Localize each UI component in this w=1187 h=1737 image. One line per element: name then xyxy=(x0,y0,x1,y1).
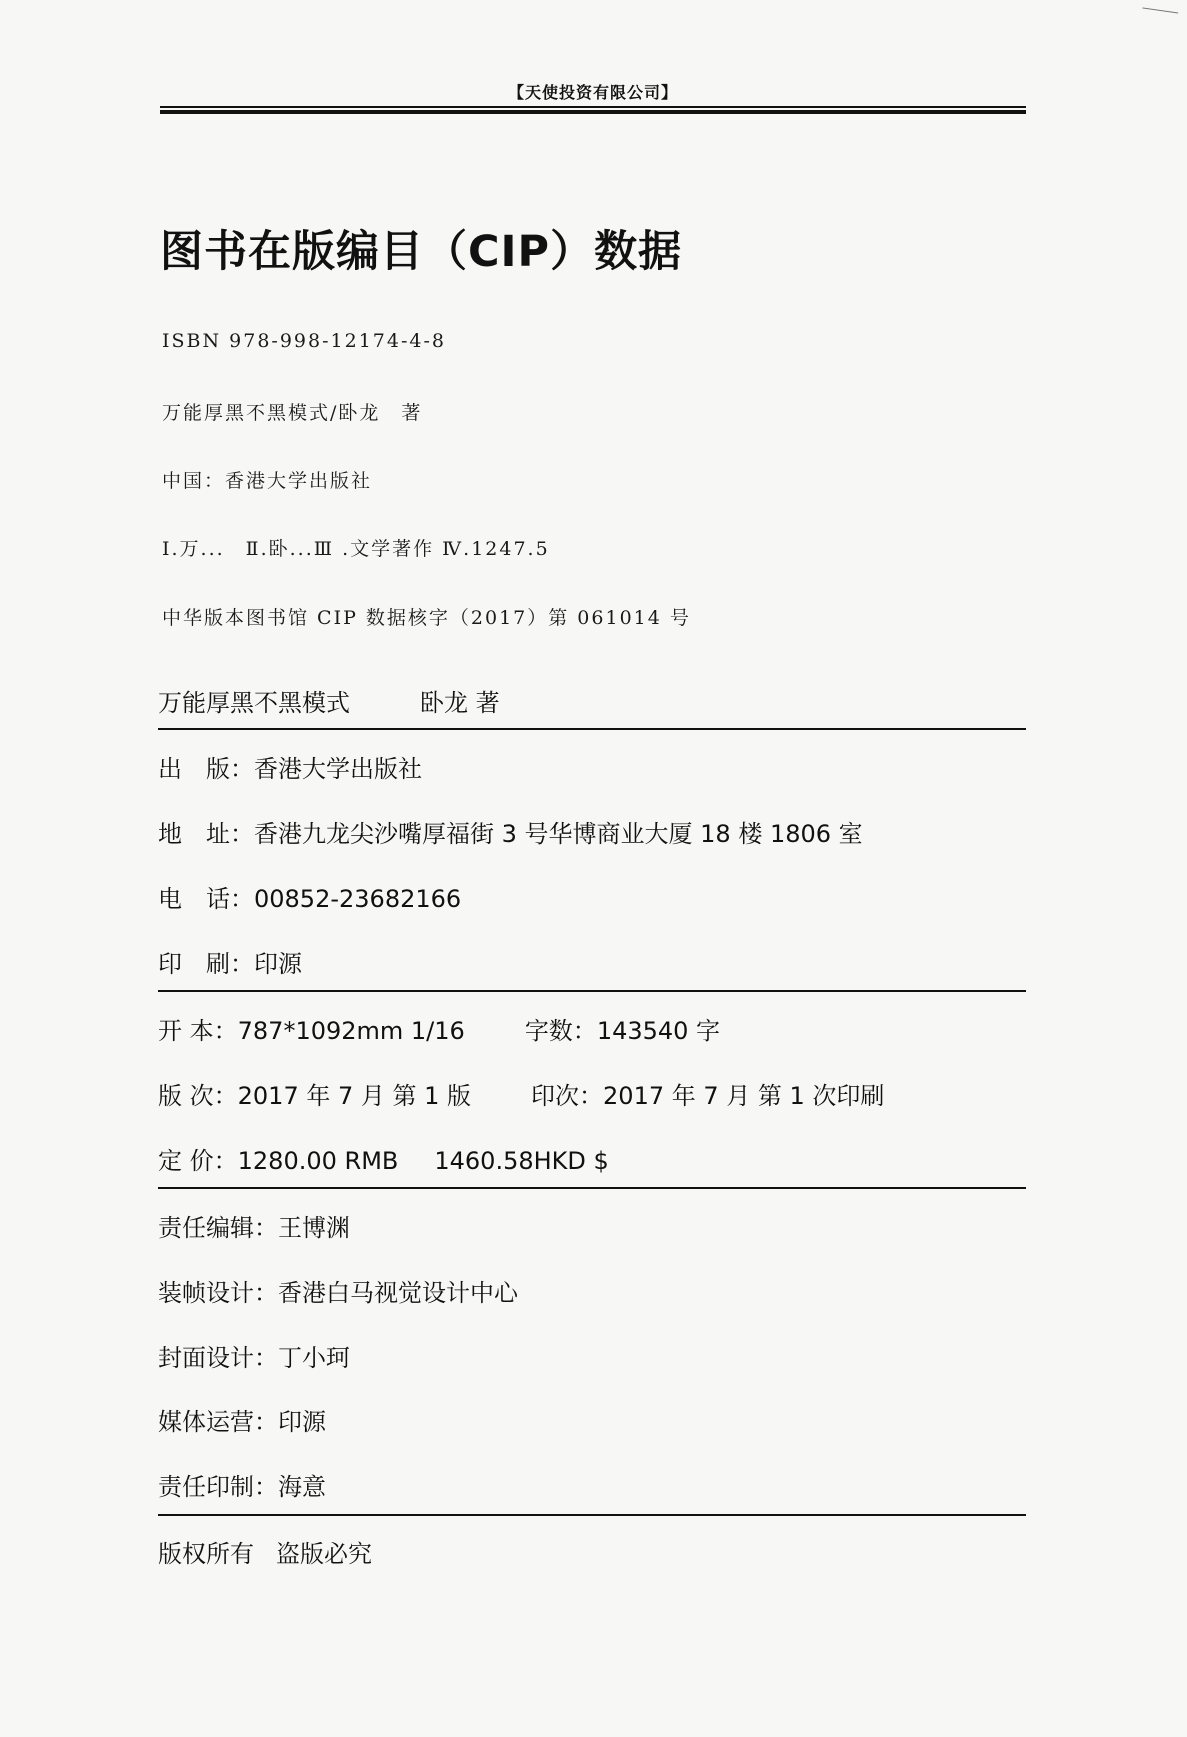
wordcount-label: 字数： xyxy=(524,1017,597,1045)
media-label: 媒体运营： xyxy=(158,1408,278,1436)
print-manager-line xyxy=(158,1467,326,1502)
book-author: 卧龙 著 xyxy=(420,689,500,717)
cip-classification: Ⅰ.万... Ⅱ.卧...Ⅲ .文学著作 Ⅳ.1247.5 xyxy=(162,538,550,560)
cover-line xyxy=(158,1338,350,1373)
phone-label: 电 话： xyxy=(158,885,254,913)
price-label: 定 价： xyxy=(158,1147,238,1175)
price-hkd: 1460.58HKD $ xyxy=(434,1147,609,1175)
header-divider-thick xyxy=(160,110,1026,114)
page-title: 图书在版编目（CIP）数据 xyxy=(160,227,683,277)
cip-title-author: 万能厚黑不黑模式/卧龙 著 xyxy=(162,402,423,424)
binding-value: 香港白马视觉设计中心 xyxy=(278,1279,518,1307)
format-value: 787*1092mm 1/16 xyxy=(237,1017,465,1045)
binding-label: 装帧设计： xyxy=(158,1279,278,1307)
format-line xyxy=(158,1011,720,1046)
phone-line xyxy=(158,879,461,914)
header-divider xyxy=(160,106,1026,108)
cip-isbn: ISBN 978-998-12174-4-8 xyxy=(162,330,446,352)
copyright-right: 盗版必究 xyxy=(276,1540,372,1568)
editor-line xyxy=(158,1208,350,1243)
printer-value: 印源 xyxy=(254,950,302,978)
copyright-left: 版权所有 xyxy=(158,1540,254,1568)
scan-mark xyxy=(1142,0,1179,13)
section-divider xyxy=(158,1187,1026,1189)
book-title-line xyxy=(158,683,500,718)
printer-label: 印 刷： xyxy=(158,950,254,978)
publisher-line xyxy=(158,749,422,784)
edition-value: 2017 年 7 月 第 1 版 xyxy=(237,1082,472,1110)
cip-publisher: 中国：香港大学出版社 xyxy=(162,470,373,492)
printer-line xyxy=(158,944,302,979)
print-manager-value: 海意 xyxy=(278,1473,326,1501)
media-value: 印源 xyxy=(278,1408,326,1436)
printing-label: 印次： xyxy=(531,1082,604,1110)
wordcount-value: 143540 字 xyxy=(596,1017,721,1045)
price-line xyxy=(158,1141,609,1176)
address-value: 香港九龙尖沙嘴厚福街 3 号华博商业大厦 18 楼 1806 室 xyxy=(254,820,863,848)
section-divider xyxy=(158,1514,1026,1516)
cover-value: 丁小珂 xyxy=(278,1344,350,1372)
book-title: 万能厚黑不黑模式 xyxy=(158,689,350,717)
address-label: 地 址： xyxy=(158,820,254,848)
phone-value: 00852-23682166 xyxy=(254,885,462,913)
edition-line xyxy=(158,1076,884,1111)
section-divider xyxy=(158,990,1026,992)
price-rmb: 1280.00 RMB xyxy=(237,1147,399,1175)
binding-line xyxy=(158,1273,518,1308)
printing-value: 2017 年 7 月 第 1 次印刷 xyxy=(603,1082,885,1110)
address-line xyxy=(158,814,863,849)
editor-value: 王博渊 xyxy=(278,1214,350,1242)
publisher-value: 香港大学出版社 xyxy=(254,755,422,783)
cip-record-number: 中华版本图书馆 CIP 数据核字（2017）第 061014 号 xyxy=(162,607,691,629)
section-divider xyxy=(158,728,1026,730)
print-manager-label: 责任印制： xyxy=(158,1473,278,1501)
format-label: 开 本： xyxy=(158,1017,238,1045)
media-line xyxy=(158,1402,326,1437)
publisher-label: 出 版： xyxy=(158,755,254,783)
editor-label: 责任编辑： xyxy=(158,1214,278,1242)
cover-label: 封面设计： xyxy=(158,1344,278,1372)
copyright-line xyxy=(158,1534,372,1569)
publisher-banner: 【天使投资有限公司】 xyxy=(507,83,678,102)
edition-label: 版 次： xyxy=(158,1082,238,1110)
